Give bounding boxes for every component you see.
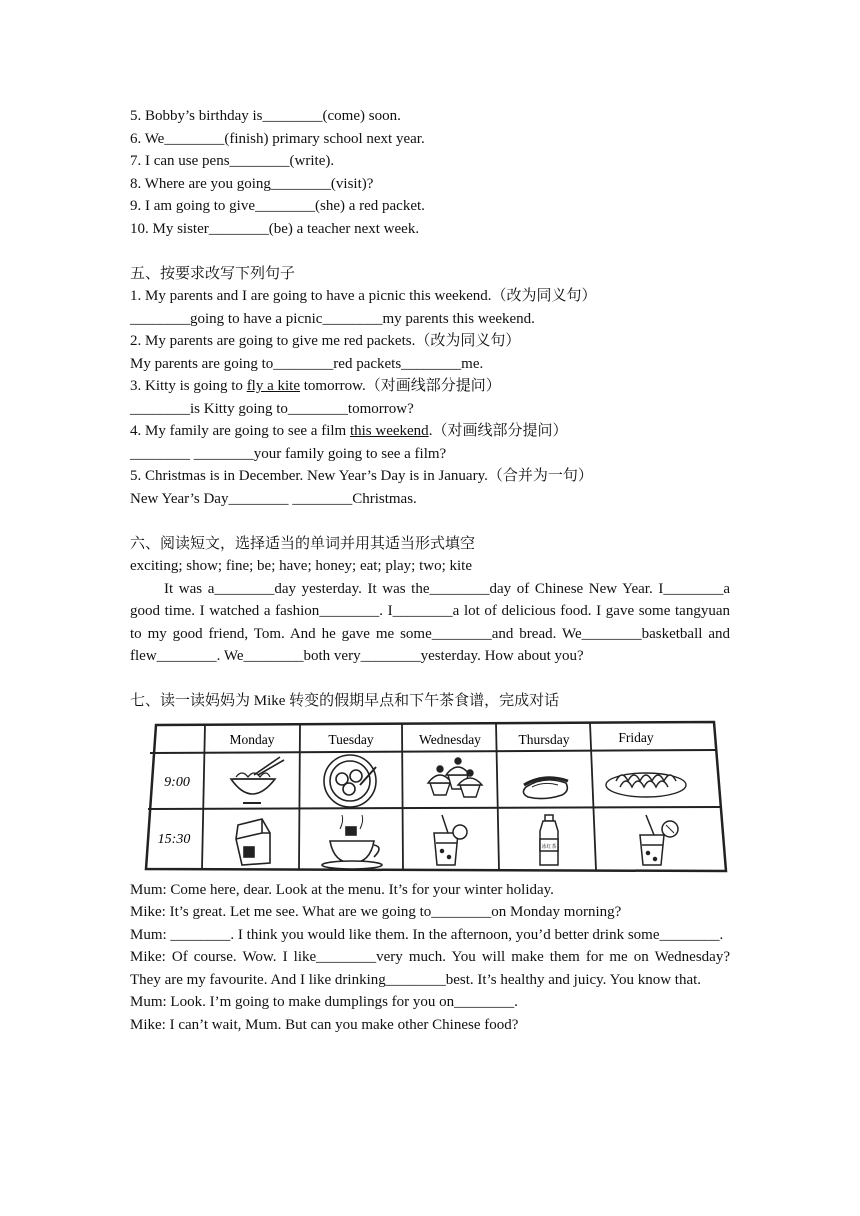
dialogue-line-2: Mike: It’s great. Let me see. What are we going to________on Monday morning? bbox=[130, 904, 622, 920]
part4-item-10: 10. My sister________(be) a teacher next week. bbox=[130, 220, 420, 237]
section-heading-6: 六、阅读短文，选择适当的单词并用其适当形式填空 bbox=[130, 535, 476, 552]
part5-answer-2: My parents are going to________red packets________me. bbox=[130, 355, 484, 372]
bottle-label: 冰红茶 bbox=[541, 844, 557, 850]
time-label-morning: 9:00 bbox=[164, 774, 190, 790]
menu-table bbox=[130, 717, 730, 875]
part5-answer-5: New Year’s Day________ ________Christmas. bbox=[130, 490, 417, 507]
underlined-phrase: fly a kite bbox=[246, 378, 301, 394]
juice-glass-icon bbox=[434, 815, 467, 865]
part5-answer-3: ________is Kitty going to________tomorrow? bbox=[130, 400, 414, 417]
part5-question-5: 5. Christmas is in December. New Year’s Day is in January.（合并为一句） bbox=[130, 468, 593, 484]
day-header-tuesday: Tuesday bbox=[328, 731, 374, 747]
day-header-monday: Monday bbox=[229, 731, 275, 747]
water-bottle-icon bbox=[540, 815, 558, 865]
word-bank: exciting; show; fine; be; have; honey; eat; play; two; kite bbox=[130, 558, 472, 574]
section-heading-5: 五、按要求改写下列句子 bbox=[130, 265, 296, 282]
part4-items bbox=[130, 105, 730, 240]
dumplings-icon bbox=[606, 773, 686, 797]
day-header-wednesday: Wednesday bbox=[419, 731, 481, 747]
part4-item-8: 8. Where are you going________(visit)? bbox=[130, 175, 374, 192]
part5-question-1: 1. My parents and I are going to have a picnic this weekend.（改为同义句） bbox=[130, 288, 597, 304]
part6-section bbox=[130, 533, 730, 668]
time-label-afternoon: 15:30 bbox=[157, 831, 191, 847]
part4-item-5: 5. Bobby’s birthday is________(come) soon. bbox=[130, 108, 401, 124]
dialogue-line-5: Mum: Look. I’m going to make dumplings for you on________. bbox=[130, 994, 518, 1010]
part5-question-2: 2. My parents are going to give me red packets.（改为同义句） bbox=[130, 333, 521, 349]
part7-section bbox=[130, 690, 730, 1036]
part4-item-9: 9. I am going to give________(she) a red packet. bbox=[130, 198, 425, 214]
hotdog-icon bbox=[523, 777, 568, 798]
dialogue-line-1: Mum: Come here, dear. Look at the menu. It’s for your winter holiday. bbox=[130, 881, 554, 898]
dialogue-line-3: Mum: ________. I think you would like them. In the afternoon, you’d better drink some________. bbox=[130, 926, 724, 943]
part5-section bbox=[130, 263, 730, 511]
dialogue-line-6: Mike: I can’t wait, Mum. But can you make other Chinese food? bbox=[130, 1016, 519, 1033]
noodles-icon bbox=[231, 757, 284, 803]
cupcakes-icon bbox=[428, 758, 482, 797]
milk-carton-icon bbox=[236, 819, 270, 865]
day-header-thursday: Thursday bbox=[518, 731, 570, 747]
part4-item-7: 7. I can use pens________(write). bbox=[130, 153, 335, 169]
juice-glass-icon bbox=[640, 815, 678, 865]
underlined-phrase: this weekend bbox=[349, 423, 429, 439]
part5-question-3: 3. Kitty is going to fly a kite tomorrow.（对画线部分提问） bbox=[130, 378, 501, 394]
menu-table-drawing bbox=[130, 717, 730, 875]
tangyuan-icon bbox=[324, 755, 376, 807]
part5-answer-1: ________going to have a picnic________my parents this weekend. bbox=[130, 310, 535, 327]
reading-passage: It was a________day yesterday. It was the________day of Chinese New Year. I________a good time. I watched a fashion________. I________a lot of delicious food. I gave some tangyuan to my good friend, Tom. And he gave me some________and bread. We________basketball and flew________. We________both very________yesterday. How about you? bbox=[130, 580, 730, 664]
section-heading-7: 七、读一读妈妈为 Mike 转变的假期早点和下午茶食谱，完成对话 bbox=[130, 693, 560, 709]
tea-cup-icon bbox=[322, 815, 382, 869]
part5-question-4: 4. My family are going to see a film this weekend.（对画线部分提问） bbox=[130, 423, 568, 439]
part4-item-6: 6. We________(finish) primary school next year. bbox=[130, 130, 425, 147]
dialogue-line-4: Mike: Of course. Wow. I like________very much. You will make them for me on Wednesday? They are my favourite. And I like drinking________best. It’s healthy and juicy. You know that. bbox=[130, 949, 730, 988]
part5-answer-4: ________ ________your family going to see a film? bbox=[130, 445, 447, 462]
worksheet-content bbox=[130, 105, 730, 1036]
day-header-friday: Friday bbox=[618, 729, 654, 745]
